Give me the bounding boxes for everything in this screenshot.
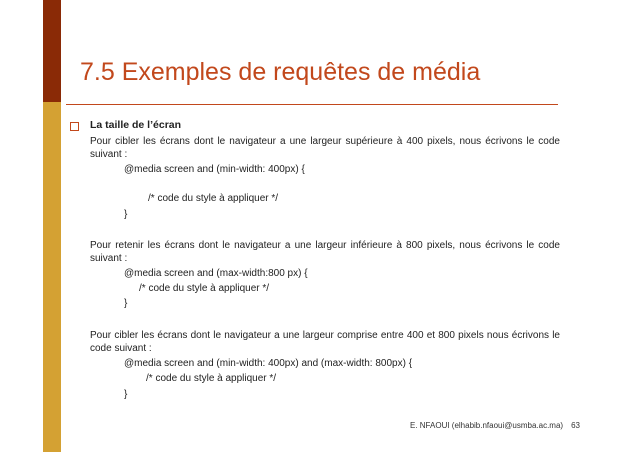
code-line-close: } — [124, 389, 128, 400]
section-heading: La taille de l’écran — [90, 119, 182, 131]
decorative-bar-bottom — [43, 102, 61, 452]
square-bullet-icon — [70, 122, 79, 131]
paragraph-range: Pour cibler les écrans dont le navigateur a une largeur comprise entre 400 et 800 pixels nous écrivons le code suivant : — [90, 330, 560, 354]
footer-author: E. NFAOUI (elhabib.nfaoui@usmba.ac.ma) — [410, 421, 564, 430]
code-line-comment: /* code du style à appliquer */ — [146, 373, 277, 384]
code-line-comment: /* code du style à appliquer */ — [139, 283, 270, 294]
code-line-open: @media screen and (min-width: 400px) and (max-width: 800px) { — [124, 358, 413, 369]
paragraph-min-width: Pour cibler les écrans dont le navigateur a une largeur supérieure à 400 pixels, nous écrivons le code suivant : — [90, 136, 560, 160]
code-line-open: @media screen and (min-width: 400px) { — [124, 164, 305, 175]
code-line-comment: /* code du style à appliquer */ — [148, 193, 279, 204]
title-divider — [66, 104, 558, 105]
code-line-open: @media screen and (max-width:800 px) { — [124, 268, 308, 279]
slide-title: 7.5 Exemples de requêtes de média — [80, 58, 481, 86]
paragraph-max-width: Pour retenir les écrans dont le navigateur a une largeur inférieure à 800 pixels, nous écrivons le code suivant : — [90, 240, 560, 264]
footer — [410, 421, 580, 430]
code-line-close: } — [124, 298, 128, 309]
code-line-close: } — [124, 209, 128, 220]
decorative-bar-top — [43, 0, 61, 102]
page-number: 63 — [571, 421, 580, 430]
